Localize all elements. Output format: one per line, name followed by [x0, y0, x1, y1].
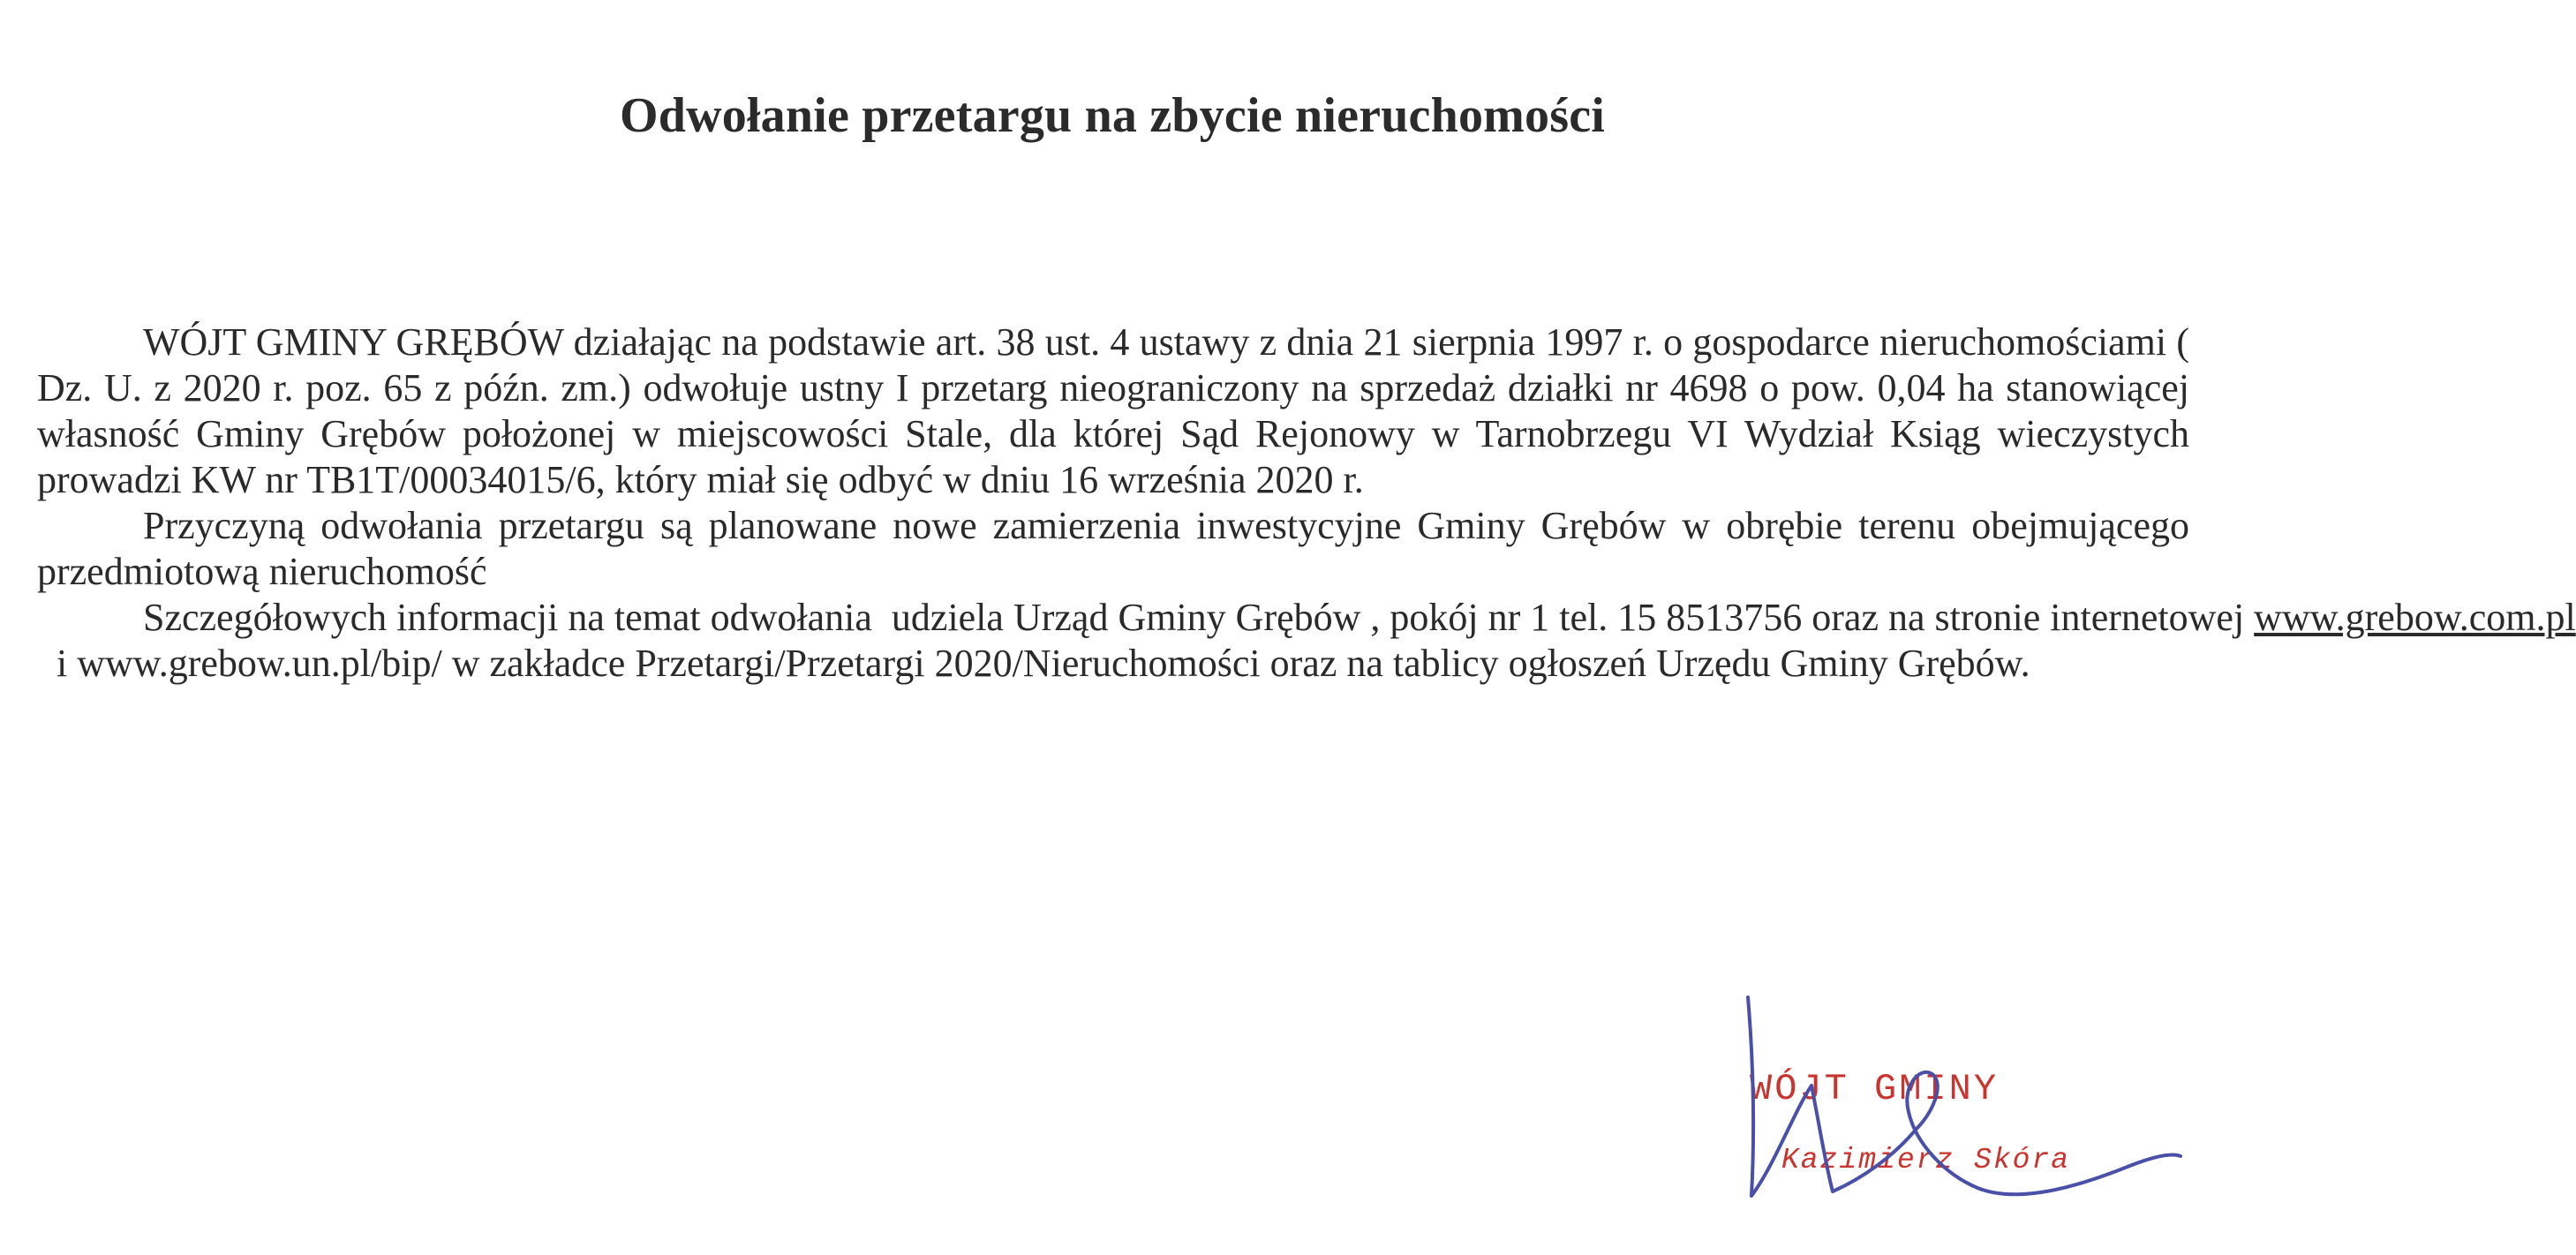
paragraph-text: Szczegółowych informacji na temat odwołania udziela Urząd Gminy Grębów , pokój nr 1 tel. 15 8513756 oraz na stronie internetowej — [143, 596, 2255, 639]
signature-stroke-loop — [1833, 1072, 2181, 1194]
document-body — [37, 319, 2576, 687]
paragraph-text: Przyczyną odwołania przetargu są planowane nowe zamierzenia inwestycyjne Gminy Grębów w obrębie terenu obejmującego przedmiotową nieruchomość — [37, 504, 2189, 593]
stamp-name: Kazimierz Skóra — [1781, 1144, 2071, 1176]
paragraph-cancellation-notice — [37, 319, 2189, 503]
stamp-title: WÓJT GMINY — [1750, 1068, 2000, 1110]
paragraph-text: WÓJT GMINY GRĘBÓW działając na podstawie art. 38 ust. 4 ustawy z dnia 21 sierpnia 1997 r. o gospodarce nieruchomościami ( Dz. U. z 2020 r. poz. 65 z późn. zm.) odwołuje ustny I przetarg nieograniczony na sprzedaż działki nr 4698 o pow. 0,04 ha stanowiącej własność Gminy Grębów położonej w miejscowości Stale, dla której Sąd Rejonowy w Tarnobrzegu VI Wydział Ksiąg wieczystych prowadzi KW nr TB1T/00034015/6, który miał się odbyć w dniu 16 września 2020 r. — [37, 320, 2189, 501]
paragraph-reason — [37, 503, 2189, 595]
signature-stroke-left — [1748, 997, 1833, 1196]
handwritten-signature — [1713, 980, 2189, 1244]
paragraph-contact-info — [37, 595, 2576, 687]
website-link[interactable]: www.grebow.com.pl — [2254, 596, 2576, 639]
paragraph-text-continued: i www.grebow.un.pl/bip/ w zakładce Przetargi/Przetargi 2020/Nieruchomości oraz na tablicy ogłoszeń Urzędu Gminy Grębów. — [37, 642, 2030, 685]
document-title: Odwołanie przetargu na zbycie nieruchomości — [619, 88, 1606, 143]
